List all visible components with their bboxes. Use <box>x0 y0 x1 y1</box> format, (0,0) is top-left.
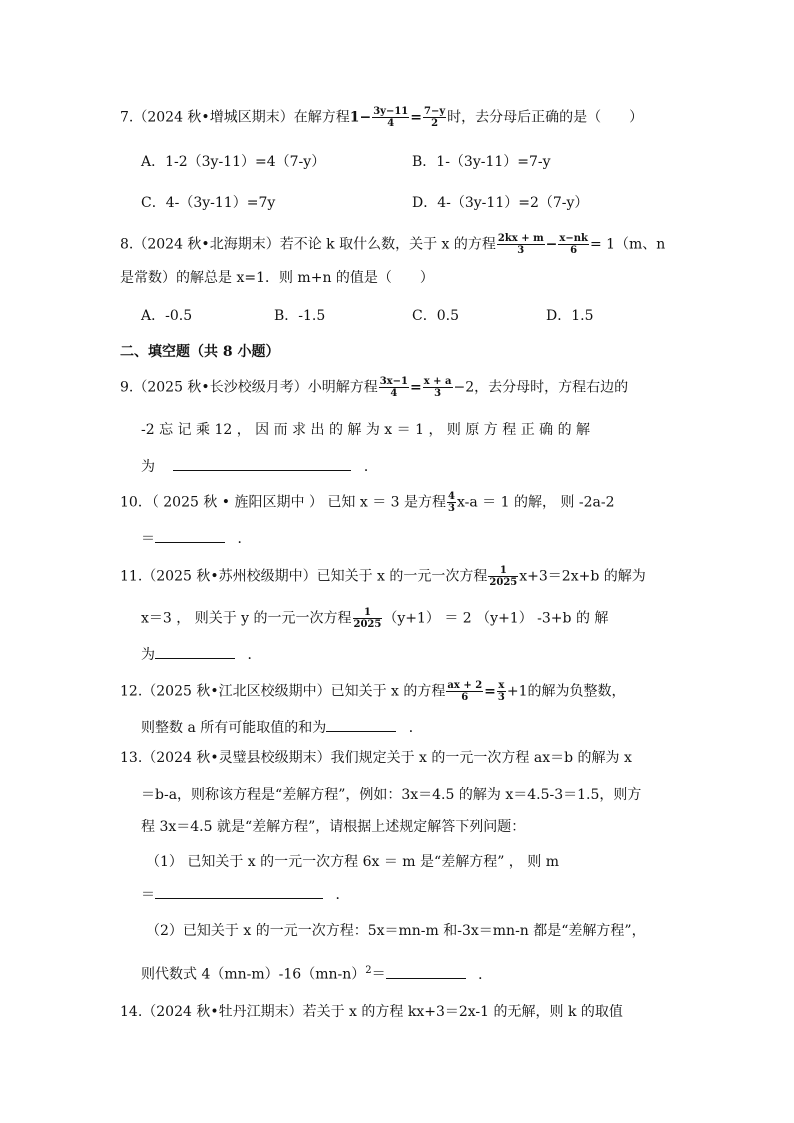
q11-fraction-1: $\frac{1}{2025}$ <box>489 565 518 588</box>
q10-answer-blank[interactable] <box>155 528 225 543</box>
q9-answer-blank[interactable] <box>173 456 351 471</box>
q8-line1 <box>120 233 665 256</box>
q10-line1 <box>120 491 615 514</box>
q7-equals: = <box>410 109 422 126</box>
q9-fraction-1: $\frac{3x-1}{4}$ <box>379 376 408 399</box>
q7-line1 <box>120 106 643 129</box>
q8-fraction-1: $\frac{2kx + m}{3}$ <box>497 233 544 256</box>
q13-sub2-answer-blank[interactable] <box>386 964 466 979</box>
q7-fraction-2: $\frac{7-y}{2}$ <box>424 106 446 129</box>
q11-line3-suffix: ． <box>247 647 262 663</box>
q7-option-c: C．4-（3y-11）=7y <box>141 195 276 211</box>
q13-sub2-exponent: 2 <box>365 965 372 976</box>
q11-line2 <box>141 607 608 630</box>
q7-fraction-1: $\frac{3y-11}{4}$ <box>373 106 409 129</box>
q12-answer-blank[interactable] <box>326 717 396 732</box>
q10-prefix: 10．（ 2025 秋 • 旌阳区期中 ） 已知 x ＝ 3 是方程 <box>120 494 447 511</box>
q8-option-b: B．-1.5 <box>274 308 326 324</box>
q7-suffix: 时，去分母后正确的是（ ） <box>447 109 644 126</box>
q7-option-d: D．4-（3y-11）=2（7-y） <box>412 195 589 211</box>
q13-line1: 13.（2024 秋•灵璧县校级期末）我们规定关于 x 的一元一次方程 ax＝b 的解为 x <box>120 750 632 766</box>
q10-line2-suffix: ． <box>237 531 252 547</box>
q11-line2-suffix: （y+1） ＝ 2 （y+1） -3+b 的 解 <box>383 610 609 627</box>
q9-line2: -2 忘 记 乘 12 ， 因 而 求 出 的 解 为 x ＝ 1 ， 则 原 方 程 正 确 的 解 <box>141 422 591 438</box>
q11-answer-blank[interactable] <box>155 644 235 659</box>
q13-sub2-equals: ＝ <box>371 966 386 983</box>
q11-suffix: x+3＝2x+b 的解为 <box>519 568 646 585</box>
q10-suffix: x-a ＝ 1 的解， 则 -2a-2 <box>456 494 615 511</box>
q13-line3: 程 3x＝4.5 就是“差解方程”，请根据上述规定解答下列问题： <box>141 819 526 835</box>
q11-line3 <box>141 644 261 665</box>
q7-option-b: B．1-（3y-11）=7-y <box>412 154 551 170</box>
q12-line2-suffix: ． <box>408 720 423 736</box>
q8-option-c: C．0.5 <box>412 308 459 324</box>
q13-sub1-line2-suffix: ． <box>335 887 350 903</box>
q12-line2-prefix: 则整数 a 所有可能取值的和为 <box>141 720 327 736</box>
q7-prefix: 7.（2024 秋•增城区期末）在解方程 <box>120 109 350 126</box>
q10-fraction: $\frac{4}{3}$ <box>448 491 455 514</box>
q13-sub1-answer-blank[interactable] <box>155 884 323 899</box>
q13-sub1-line1: （1） 已知关于 x 的一元一次方程 6x ＝ m 是“差解方程” ， 则 m <box>146 854 559 870</box>
q9-line3 <box>141 456 378 477</box>
q12-fraction-1: $\frac{ax + 2}{6}$ <box>447 680 483 703</box>
q8-line2: 是常数）的解总是 x=1．则 m+n 的值是（ ） <box>120 270 434 286</box>
q13-sub2-line2-prefix: 则代数式 4（mn-m）-16（mn-n） <box>141 966 366 983</box>
q8-prefix: 8.（2024 秋•北海期末）若不论 k 取什么数，关于 x 的方程 <box>120 236 496 253</box>
q8-option-d: D．1.5 <box>546 308 594 324</box>
q9-line1 <box>120 376 628 399</box>
q13-sub2-line2 <box>141 961 492 985</box>
q9-fraction-2: $\frac{x + a}{3}$ <box>423 376 452 399</box>
q12-equals: = <box>484 683 496 700</box>
q9-line3-prefix: 为 <box>141 459 155 475</box>
q12-prefix: 12.（2025 秋•江北区校级期中）已知关于 x 的方程 <box>120 683 446 700</box>
q9-prefix: 9.（2025 秋•长沙校级月考）小明解方程 <box>120 379 378 396</box>
q12-suffix: +1的解为负整数， <box>506 683 626 700</box>
q7-lead: 1− <box>349 109 372 126</box>
q8-suffix: = 1（m、n <box>589 236 666 253</box>
q11-prefix: 11.（2025 秋•苏州校级期中）已知关于 x 的一元一次方程 <box>120 568 488 585</box>
q9-equals: = <box>409 379 422 396</box>
q12-line2 <box>141 717 423 738</box>
q13-line2: ＝b-a，则称该方程是“差解方程”，例如：3x＝4.5 的解为 x＝4.5-3＝1.5，则方 <box>141 787 642 803</box>
section-heading: 二、填空题（共 8 小题） <box>120 344 280 360</box>
q13-sub1-line2 <box>141 884 349 905</box>
q11-line1 <box>120 565 646 588</box>
q13-sub2-line2-suffix: ． <box>478 966 493 983</box>
q9-line3-suffix: ． <box>363 459 378 475</box>
q12-fraction-2: $\frac{x}{3}$ <box>497 680 505 703</box>
q13-sub1-line2-prefix: ＝ <box>141 887 155 903</box>
q9-suffix: −2，去分母时，方程右边的 <box>453 379 629 396</box>
q11-line3-prefix: 为 <box>141 647 155 663</box>
q11-line2-prefix: x＝3 ， 则关于 y 的一元一次方程 <box>141 610 352 627</box>
q8-option-a: A．-0.5 <box>141 308 193 324</box>
q8-minus: − <box>545 236 558 253</box>
q11-fraction-2: $\frac{1}{2025}$ <box>353 607 382 630</box>
q10-line2-prefix: ＝ <box>141 531 155 547</box>
q12-line1 <box>120 680 626 703</box>
q8-fraction-2: $\frac{x-nk}{6}$ <box>559 233 588 256</box>
q14-line1: 14.（2024 秋•牡丹江期末）若关于 x 的方程 kx+3＝2x-1 的无解，则 k 的取值 <box>120 1004 623 1020</box>
q10-line2 <box>141 528 251 549</box>
q7-option-a: A．1-2（3y-11）=4（7-y） <box>141 154 326 170</box>
q13-sub2-line1: （2）已知关于 x 的一元一次方程：5x＝mn-m 和-3x＝mn-n 都是“差解方程”， <box>146 923 646 939</box>
